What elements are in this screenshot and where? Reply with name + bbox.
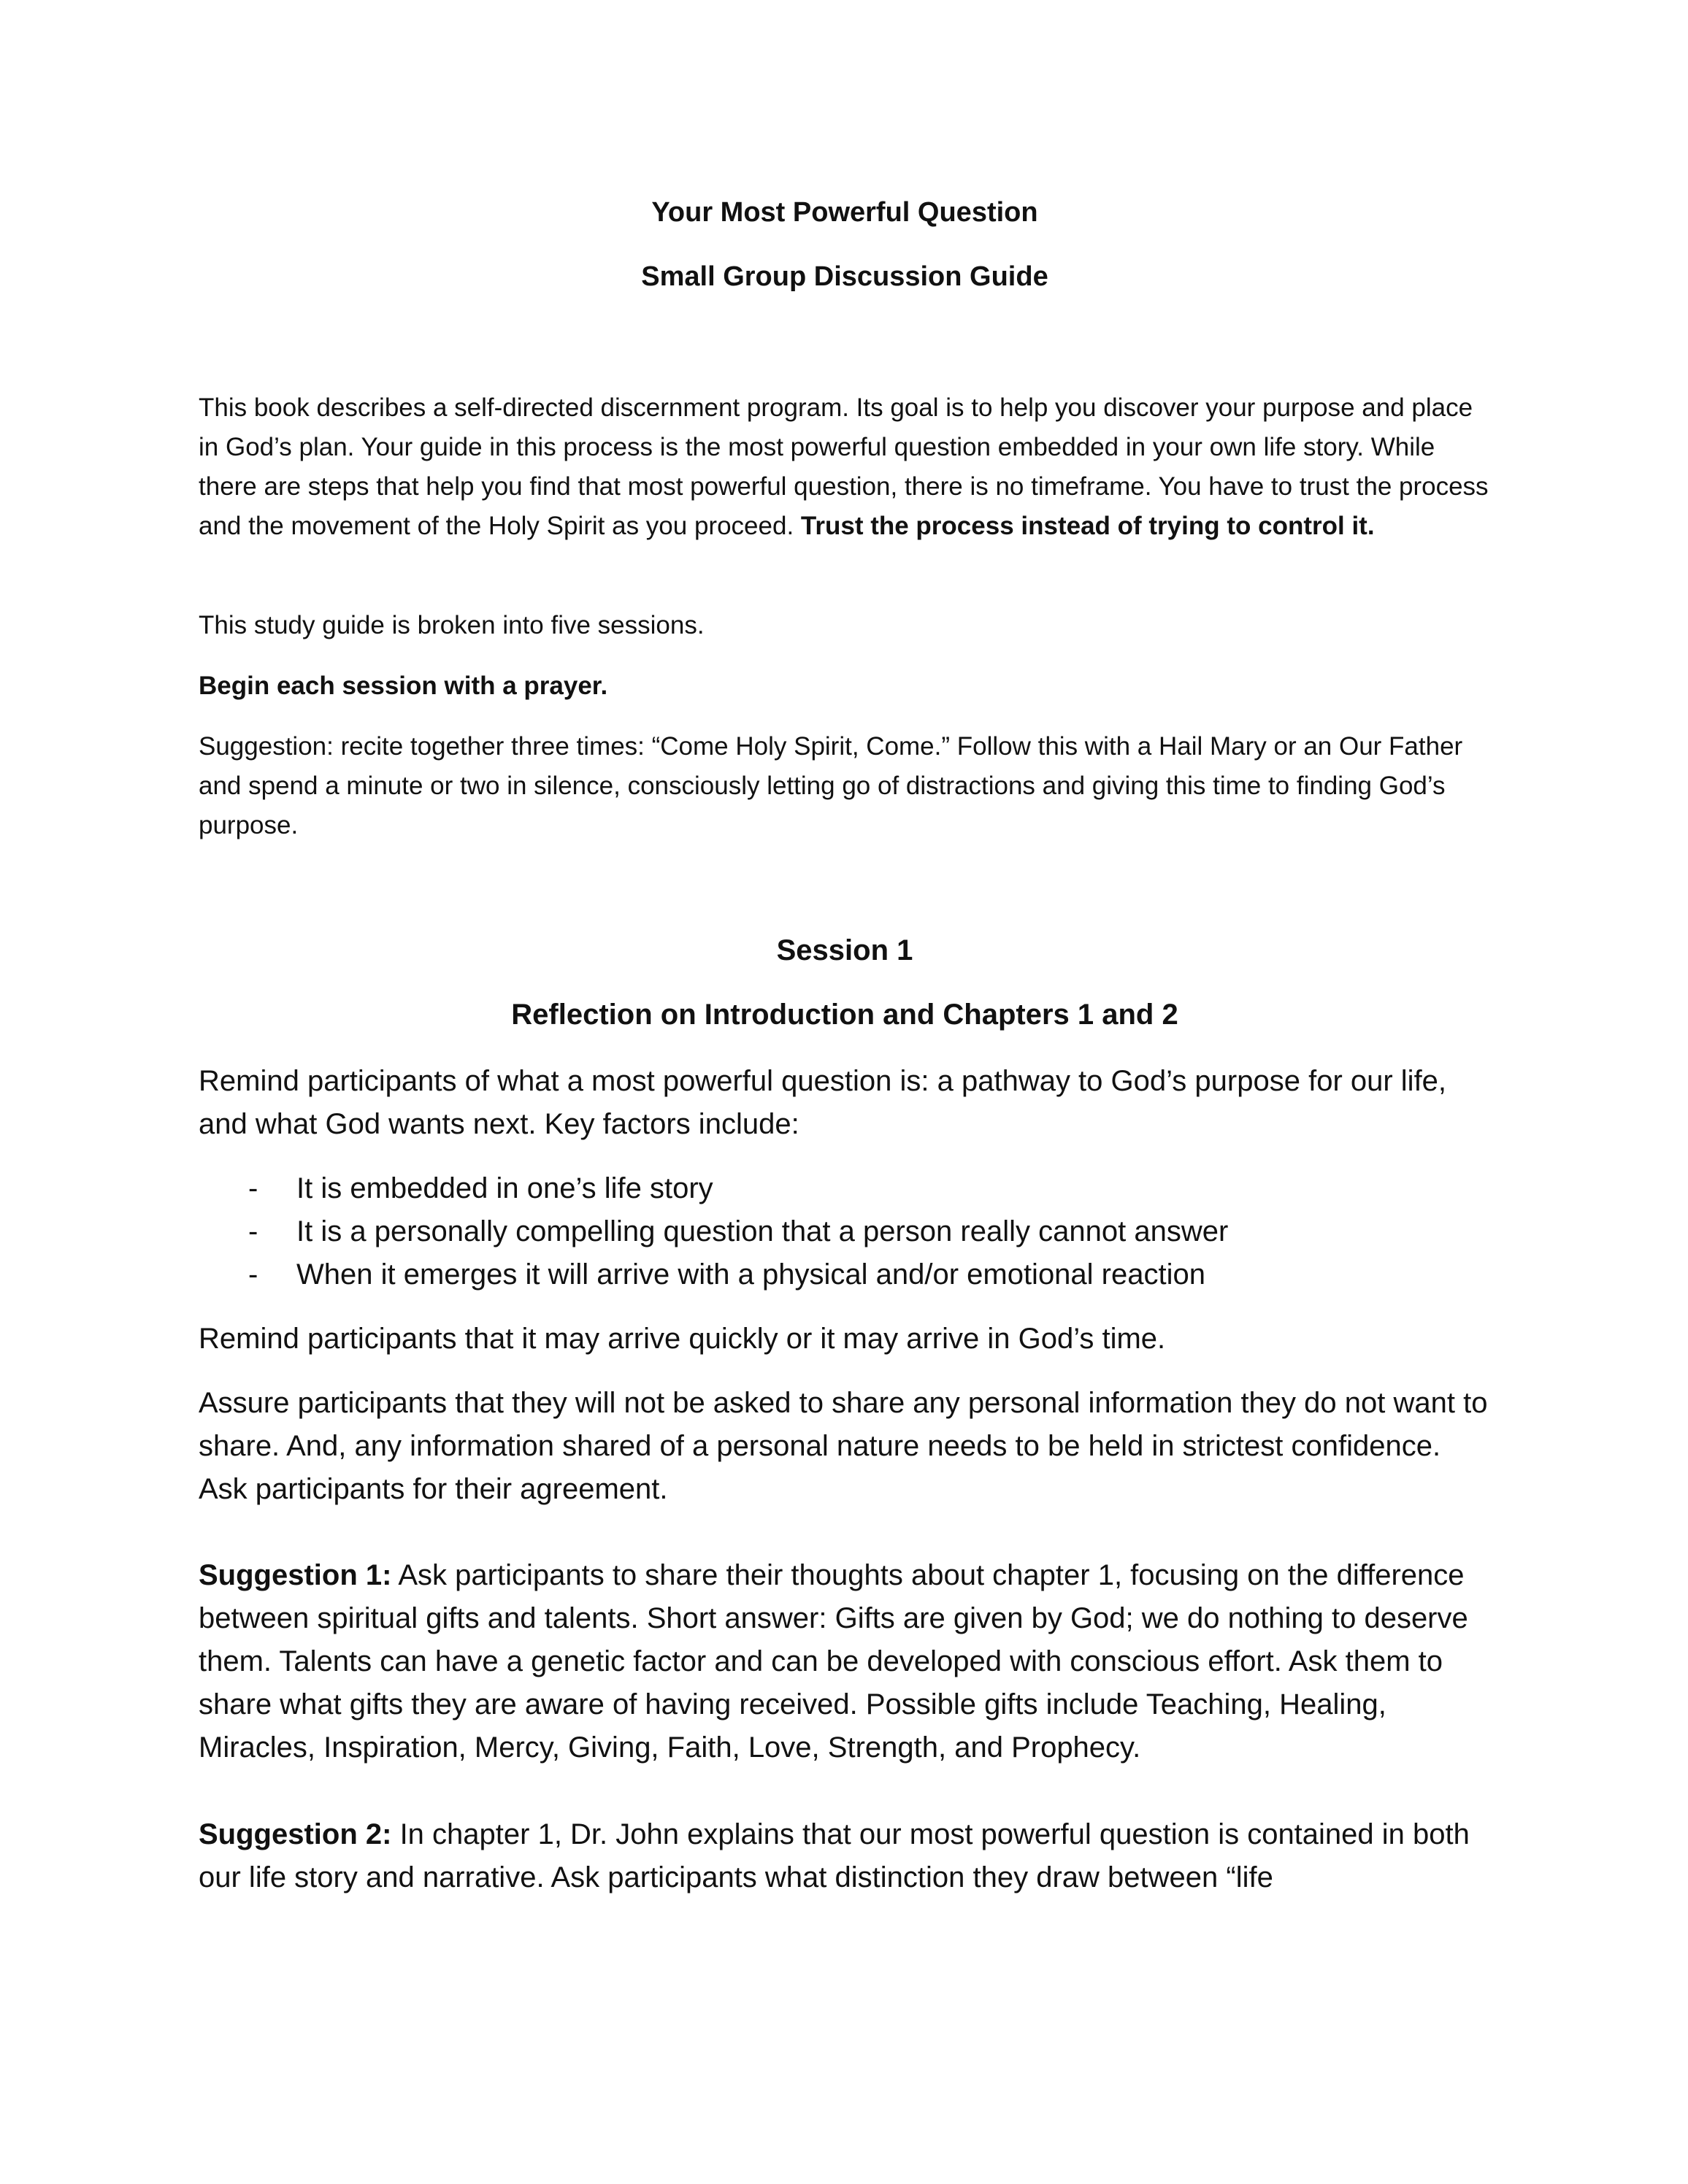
suggestion-2-text: In chapter 1, Dr. John explains that our most powerful question is contained in both our life story and narrative. Ask participants what distinction they draw between “life: [199, 1818, 1470, 1893]
bullet-dash: -: [248, 1172, 258, 1204]
list-item: - It is embedded in one’s life story: [199, 1167, 1491, 1210]
bullet-dash: -: [248, 1215, 258, 1247]
document-title: Your Most Powerful Question: [651, 197, 1038, 228]
suggestion-1-text: Ask participants to share their thoughts about chapter 1, focusing on the difference between spiritual gifts and talents. Short answer: Gifts are given by God; we do nothing to deserve them. Talents can have a genetic factor and can be developed with conscious effort. Ask them to share what gifts they are aware of having received. Possible gifts include Teaching, Healing, Miracles, Inspiration, Mercy, Giving, Faith, Love, Strength, and Prophecy.: [199, 1559, 1468, 1764]
suggestion-1: [199, 1554, 1491, 1769]
prayer-suggestion: Suggestion: recite together three times: “Come Holy Spirit, Come.” Follow this with a Hail Mary or an Our Father and spend a minute or two in silence, consciously letting go of distractions and giving this time to finding God’s purpose.: [199, 732, 1463, 839]
bullet-dash: -: [248, 1258, 258, 1291]
remind-key-factors: Remind participants of what a most powerful question is: a pathway to God’s purpose for our life, and what God wants next. Key factors include:: [199, 1065, 1447, 1140]
sessions-note: This study guide is broken into five sessions.: [199, 611, 705, 639]
session-heading: Session 1: [776, 934, 913, 966]
intro-paragraph-emphasis: Trust the process instead of trying to control it.: [800, 512, 1375, 540]
suggestion-2-label: Suggestion 2:: [199, 1818, 392, 1850]
suggestion-1-label: Suggestion 1:: [199, 1559, 392, 1591]
prayer-heading: Begin each session with a prayer.: [199, 672, 608, 700]
intro-paragraph: [199, 388, 1491, 546]
suggestion-2: [199, 1813, 1491, 1899]
confidentiality-paragraph: Assure participants that they will not be asked to share any personal information they do not want to share. And, any information shared of a personal nature needs to be held in strictest confidence. Ask participants for their agreement.: [199, 1387, 1488, 1505]
document-subtitle: Small Group Discussion Guide: [641, 261, 1048, 292]
key-factors-list: [199, 1167, 1491, 1296]
session-subheading: Reflection on Introduction and Chapters 1 and 2: [511, 999, 1178, 1031]
list-item: - When it emerges it will arrive with a physical and/or emotional reaction: [199, 1253, 1491, 1296]
remind-timing: Remind participants that it may arrive quickly or it may arrive in God’s time.: [199, 1323, 1166, 1355]
intro-paragraph-text: This book describes a self-directed discernment program. Its goal is to help you discover your purpose and place in God’s plan. Your guide in this process is the most powerful question embedded in your own life story. While there are steps that help you find that most powerful question, there is no timeframe. You have to trust the process and the movement of the Holy Spirit as you proceed.: [199, 393, 1489, 540]
list-item: - It is a personally compelling question that a person really cannot answer: [199, 1210, 1491, 1253]
